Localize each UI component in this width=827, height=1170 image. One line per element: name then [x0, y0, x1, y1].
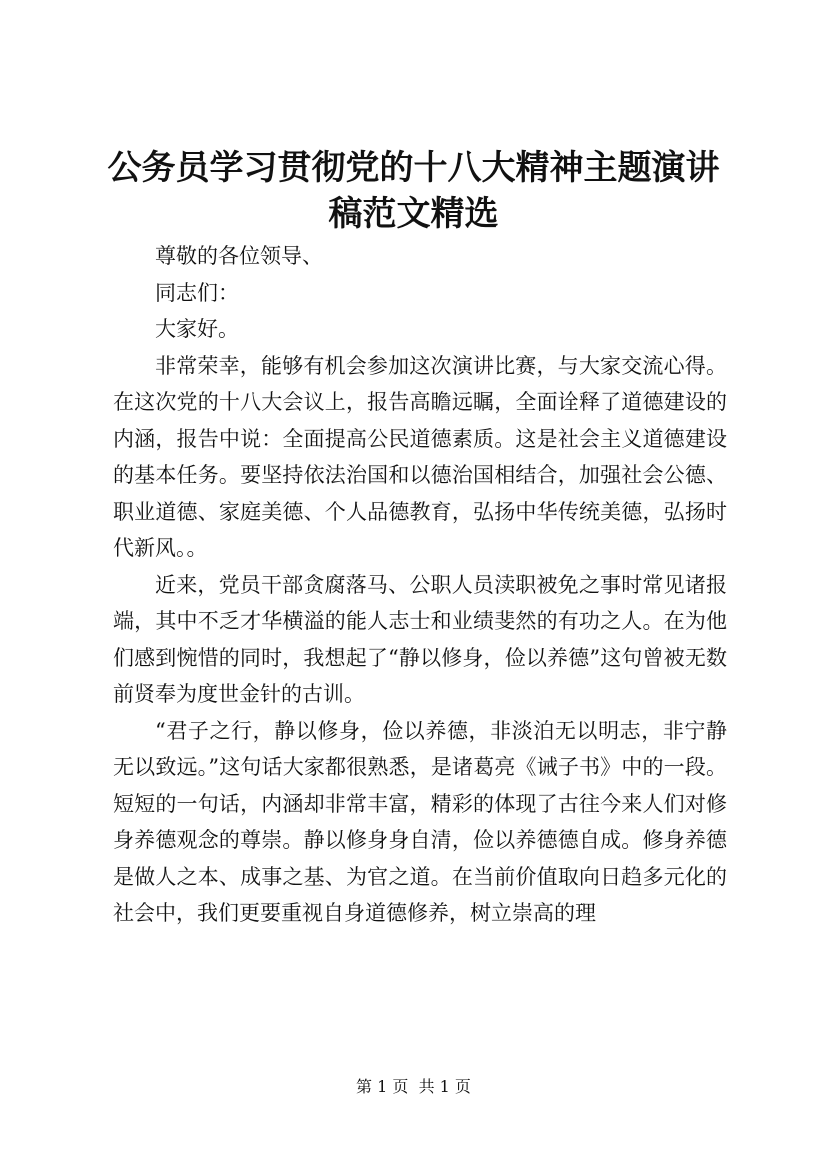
page-number-label: 第 1 页 共 1 页	[356, 1077, 471, 1096]
paragraph-addressee: 同志们：	[155, 280, 239, 305]
document-title: 公务员学习贯彻党的十八大精神主题演讲稿范文精选	[107, 148, 720, 234]
paragraph-salutation: 尊敬的各位领导、	[155, 244, 323, 268]
paragraph-body-1: 非常荣幸，能够有机会参加这次演讲比赛，与大家交流心得。在这次党的十八大会议上，报告高瞻远瞩，全面诠释了道德建设的内涵，报告中说：全面提高公民道德素质。这是社会主义道德建设的基本任务。要坚持依法治国和以德治国相结合，加强社会公德、职业道德、家庭美德、个人品德教育，弘扬中华传统美德，弘扬时代新风。。	[113, 353, 727, 560]
page-footer	[0, 1077, 827, 1097]
paragraph-body-3: “君子之行，静以修身，俭以养德，非淡泊无以明志，非宁静无以致远。”这句话大家都很熟悉，是诸葛亮《诫子书》中的一段。短短的一句话，内涵却非常丰富，精彩的体现了古往今来人们对修身养德观念的尊崇。静以修身身自清，俭以养德德自成。修身养德是做人之本、成事之基、为官之道。在当前价值取向日趋多元化的社会中，我们更要重视自身道德修养，树立崇高的理	[113, 718, 727, 925]
paragraph-greeting: 大家好。	[155, 317, 239, 341]
document-body	[113, 238, 727, 932]
paragraph-body-2: 近来，党员干部贪腐落马、公职人员渎职被免之事时常见诸报端，其中不乏才华横溢的能人志士和业绩斐然的有功之人。在为他们感到惋惜的同时，我想起了“静以修身，俭以养德”这句曾被无数前贤奉为度世金针的古训。	[113, 572, 727, 706]
